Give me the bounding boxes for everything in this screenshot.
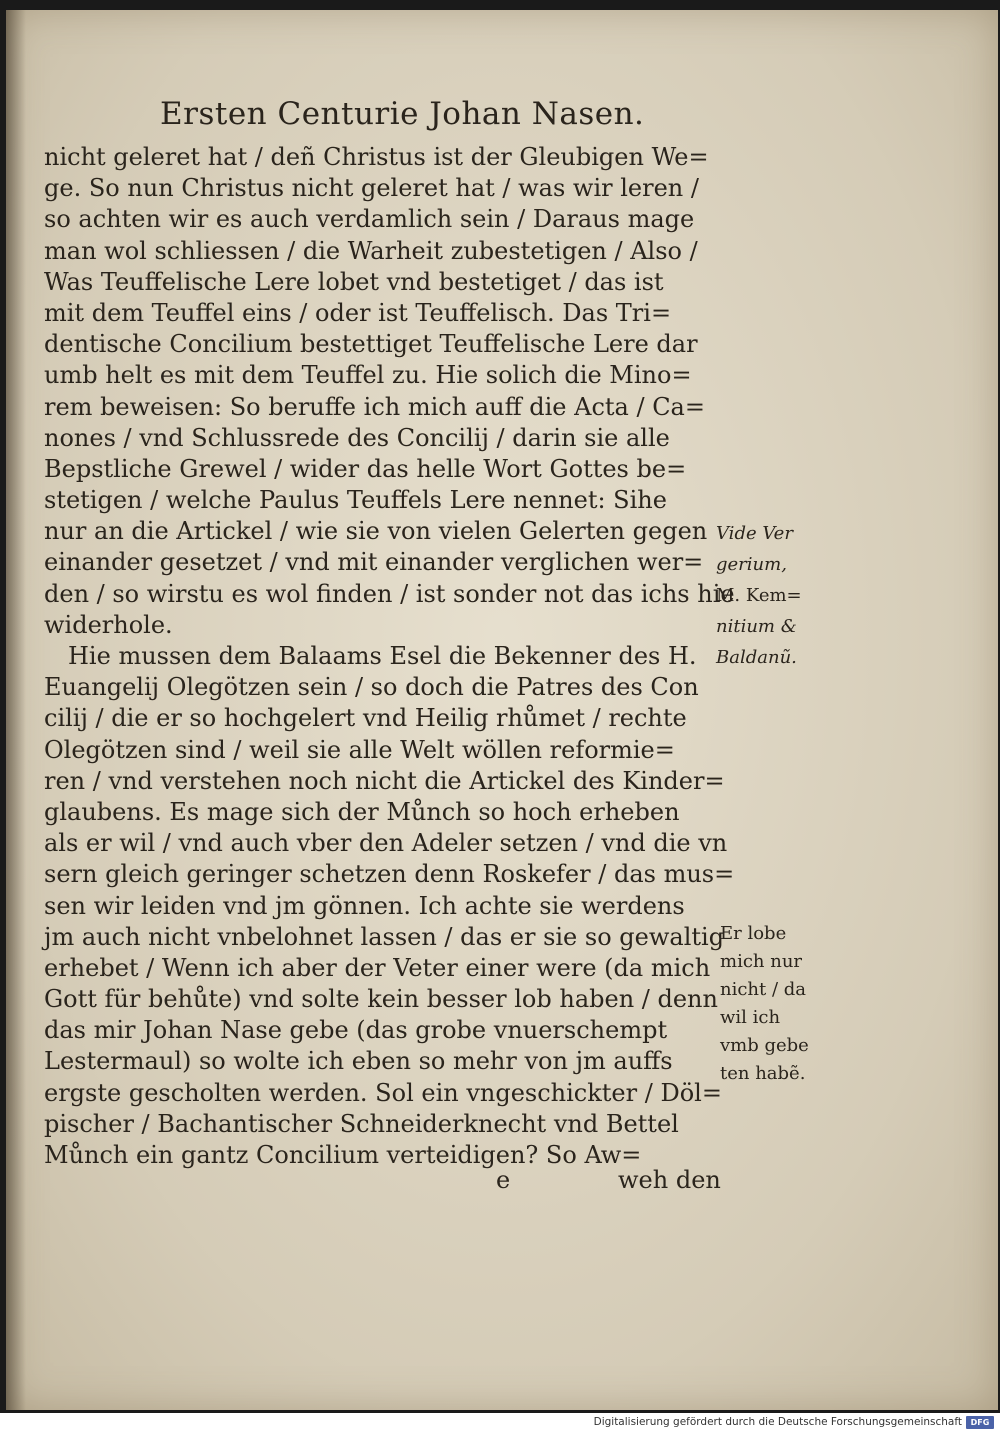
text-line: Olegötzen sind / weil sie alle Welt wöllen reformie= — [44, 735, 675, 764]
text-line: Was Teuffelische Lere lobet vnd bestetiget / das ist — [44, 267, 664, 296]
signature-mark: e — [496, 1166, 511, 1194]
margin-note-line: nicht / da — [720, 979, 807, 1000]
text-line: einander gesetzet / vnd mit einander verglichen wer= — [44, 548, 704, 577]
margin-note-references — [716, 518, 802, 673]
text-line: stetigen / welche Paulus Teuffels Lere nennet: Sihe — [44, 486, 667, 515]
text-line: nicht geleret hat / deñ Christus ist der Gleubigen We= — [44, 143, 709, 171]
text-line: Bepstliche Grewel / wider das helle Wort Gottes be= — [44, 454, 687, 483]
margin-note-line: M. Kem= — [716, 585, 802, 606]
text-line: Euangelij Olegötzen sein / so doch die Patres des Con — [44, 673, 699, 702]
text-line: den / so wirstu es wol finden / ist sonder not das ichs hie — [44, 579, 735, 608]
text-line: man wol schliessen / die Warheit zubestetigen / Also / — [44, 236, 698, 265]
margin-note-line: nitium & — [716, 616, 797, 637]
text-line: ren / vnd verstehen noch nicht die Artickel des Kinder= — [44, 766, 725, 795]
margin-note-line: mich nur — [720, 951, 803, 972]
running-head: Ersten Centurie Johan Nasen. — [160, 96, 645, 132]
text-line: das mir Johan Nase gebe (das grobe vnuerschempt — [44, 1016, 668, 1045]
body-text — [44, 142, 735, 1171]
text-line: umb helt es mit dem Teuffel zu. Hie solich die Mino= — [44, 361, 692, 390]
margin-note-line: Baldanũ. — [716, 647, 797, 668]
text-line: glaubens. Es mage sich der Můnch so hoch erheben — [44, 797, 680, 826]
margin-note-line: wil ich — [720, 1007, 781, 1028]
text-line: sen wir leiden vnd jm gönnen. Ich achte sie werdens — [44, 891, 685, 920]
text-line: Můnch ein gantz Concilium verteidigen? So Aw= — [44, 1141, 642, 1169]
margin-note-line: Vide Ver — [716, 523, 793, 544]
dfg-logo[interactable]: DFG — [966, 1416, 994, 1429]
text-line: rem beweisen: So beruffe ich mich auff die Acta / Ca= — [44, 392, 705, 421]
margin-note-line: gerium, — [716, 554, 787, 575]
text-line: dentische Concilium bestettiget Teuffelische Lere dar — [44, 330, 698, 359]
text-line: Lestermaul) so wolte ich eben so mehr von jm auffs — [44, 1047, 673, 1076]
text-line: so achten wir es auch verdamlich sein / Daraus mage — [44, 205, 695, 234]
catchword: weh den — [618, 1166, 721, 1194]
text-line: pischer / Bachantischer Schneiderknecht vnd Bettel — [44, 1109, 679, 1138]
text-line: erhebet / Wenn ich aber der Veter einer were (da mich — [44, 953, 711, 982]
text-line: widerhole. — [44, 610, 173, 639]
margin-note-gloss — [720, 920, 809, 1088]
page-gutter-shadow — [6, 10, 26, 1410]
text-line: als er wil / vnd auch vber den Adeler setzen / vnd die vn — [44, 829, 728, 858]
text-line: Gott für behůte) vnd solte kein besser lob haben / denn — [44, 985, 718, 1014]
text-line: cilij / die er so hochgelert vnd Heilig rhůmet / rechte — [44, 704, 687, 733]
margin-note-line: vmb gebe — [720, 1035, 809, 1056]
margin-note-line: ten habẽ. — [720, 1063, 806, 1084]
margin-note-line: Er lobe — [720, 923, 787, 944]
text-line: nones / vnd Schlussrede des Concilij / darin sie alle — [44, 423, 670, 452]
text-line: jm auch nicht vnbelohnet lassen / das er sie so gewaltig — [44, 922, 725, 951]
paragraph-start-line: Hie mussen dem Balaams Esel die Bekenner des H. — [68, 642, 697, 670]
text-line: nur an die Artickel / wie sie von vielen Gelerten gegen — [44, 517, 708, 546]
text-line: mit dem Teuffel eins / oder ist Teuffelisch. Das Tri= — [44, 298, 672, 327]
text-line: ergste gescholten werden. Sol ein vngeschickter / Döl= — [44, 1078, 722, 1107]
funding-credit: Digitalisierung gefördert durch die Deutsche Forschungsgemeinschaft — [593, 1416, 962, 1428]
text-line: ge. So nun Christus nicht geleret hat / was wir leren / — [44, 174, 699, 203]
text-line: sern gleich geringer schetzen denn Roskefer / das mus= — [44, 860, 735, 889]
footer-bar — [0, 1413, 1000, 1434]
